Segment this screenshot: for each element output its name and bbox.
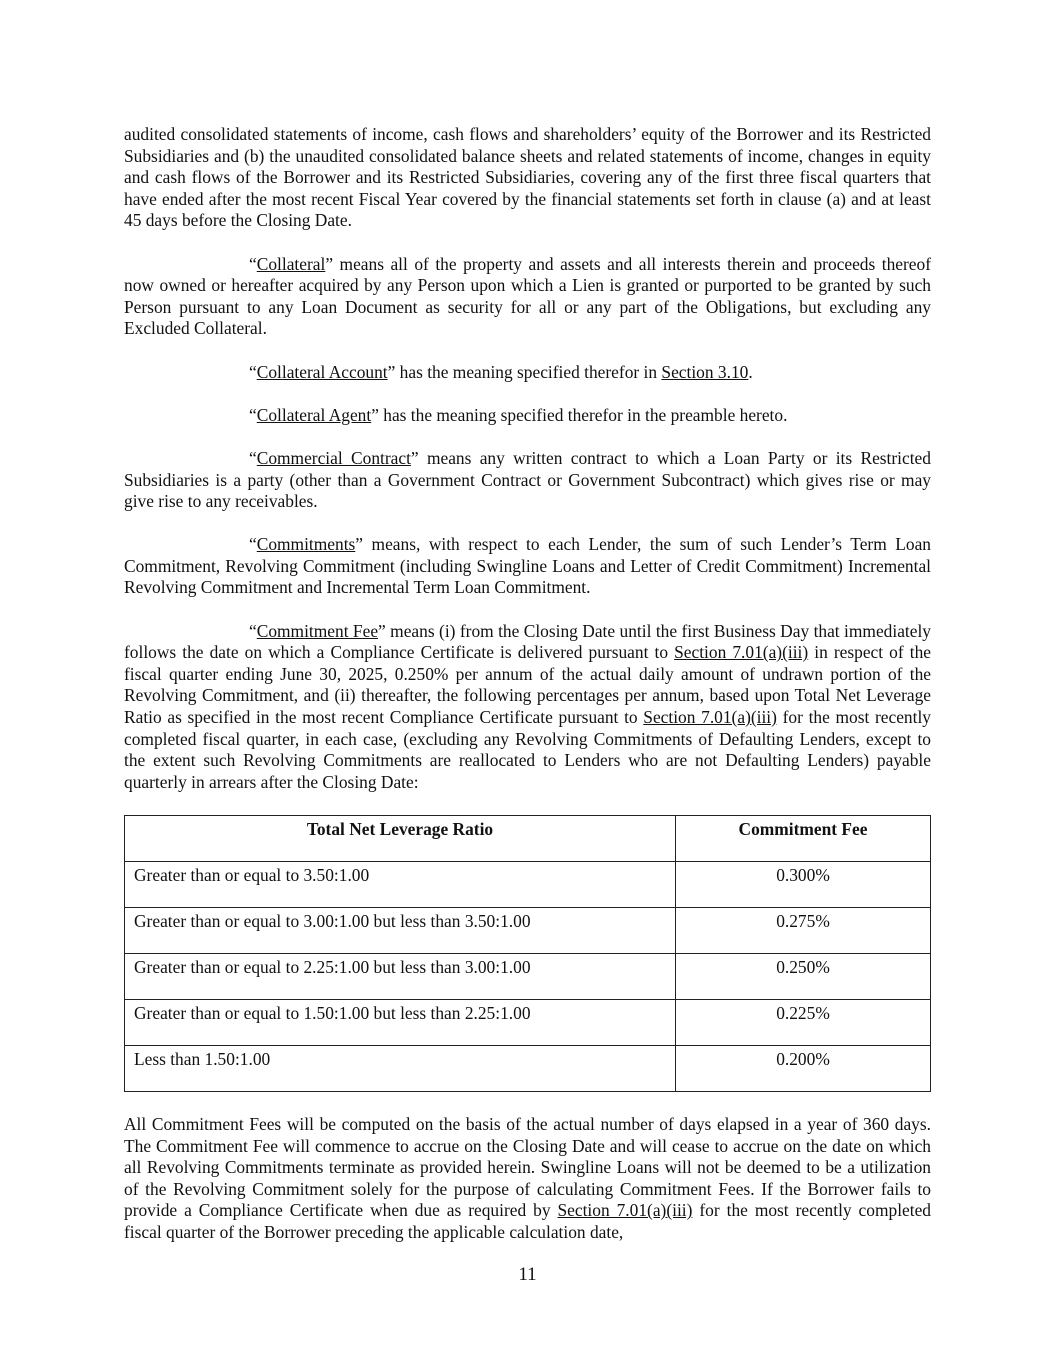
- ratio-cell: Greater than or equal to 1.50:1.00 but less than 2.25:1.00: [125, 1000, 676, 1046]
- defined-term-collateral-account: Collateral Account: [256, 361, 388, 382]
- table-header-row: [125, 816, 931, 862]
- commitment-fee-table: [124, 815, 931, 1092]
- ratio-cell: Greater than or equal to 3.00:1.00 but less than 3.50:1.00: [125, 908, 676, 954]
- fee-cell: 0.225%: [676, 1000, 931, 1046]
- intro-paragraph: audited consolidated statements of income, cash flows and shareholders’ equity of the Borrower and its Restricted Subsidiaries and (b) the unaudited consolidated balance sheets and related statements of income, changes in equity and cash flows of the Borrower and its Restricted Subsidiaries, covering any of the first three fiscal quarters that have ended after the most recent Fiscal Year covered by the financial statements set forth in clause (a) and at least 45 days before the Closing Date.: [124, 124, 931, 231]
- defined-term-commercial-contract: Commercial Contract: [256, 447, 411, 468]
- ratio-cell: Less than 1.50:1.00: [125, 1046, 676, 1092]
- definition-collateral-account: “Collateral Account” has the meaning specified therefor in Section 3.10.: [249, 361, 753, 382]
- ratio-cell: Greater than or equal to 2.25:1.00 but less than 3.00:1.00: [125, 954, 676, 1000]
- table-row: [125, 954, 931, 1000]
- section-reference: Section 7.01(a)(iii): [674, 642, 809, 663]
- defined-term-commitments: Commitments: [256, 534, 356, 555]
- definition-commercial-contract: “Commercial Contract” means any written contract to which a Loan Party or its Restricted Subsidiaries is a party (other than a Government Contract or Government Subcontract) which gives rise or may give rise to any receivables.: [124, 447, 931, 512]
- section-reference: Section 3.10: [661, 361, 749, 382]
- ratio-cell: Greater than or equal to 3.50:1.00: [125, 862, 676, 908]
- table-row: [125, 1000, 931, 1046]
- document-page: [124, 124, 931, 1244]
- definition-collateral: “Collateral” means all of the property and assets and all interests therein and proceeds thereof now owned or hereafter acquired by any Person upon which a Lien is granted or purported to be granted by such Person pursuant to any Loan Document as security for all or any part of the Obligations, but excluding any Excluded Collateral.: [124, 253, 931, 339]
- fee-cell: 0.200%: [676, 1046, 931, 1092]
- definition-collateral-agent: “Collateral Agent” has the meaning specified therefor in the preamble hereto.: [249, 404, 788, 425]
- fee-cell: 0.300%: [676, 862, 931, 908]
- column-header-ratio: Total Net Leverage Ratio: [125, 816, 676, 862]
- fee-cell: 0.250%: [676, 954, 931, 1000]
- section-reference: Section 7.01(a)(iii): [643, 707, 777, 728]
- table-row: [125, 908, 931, 954]
- table-row: [125, 1046, 931, 1092]
- defined-term-collateral-agent: Collateral Agent: [256, 404, 372, 425]
- section-reference: Section 7.01(a)(iii): [557, 1200, 693, 1221]
- column-header-fee: Commitment Fee: [676, 816, 931, 862]
- table-row: [125, 862, 931, 908]
- defined-term-collateral: Collateral: [256, 253, 326, 274]
- fee-cell: 0.275%: [676, 908, 931, 954]
- definition-commitment-fee: “Commitment Fee” means (i) from the Closing Date until the first Business Day that immediately follows the date on which a Compliance Certificate is delivered pursuant to Section 7.01(a)(iii) in respect of the fiscal quarter ending June 30, 2025, 0.250% per annum of the actual daily amount of undrawn portion of the Revolving Commitment, and (ii) thereafter, the following percentages per annum, based upon Total Net Leverage Ratio as specified in the most recent Compliance Certificate pursuant to Section 7.01(a)(iii) for the most recently completed fiscal quarter, in each case, (excluding any Revolving Commitments of Defaulting Lenders, except to the extent such Revolving Commitments are reallocated to Lenders who are not Defaulting Lenders) payable quarterly in arrears after the Closing Date:: [124, 620, 931, 792]
- page-number: 11: [518, 1264, 537, 1285]
- defined-term-commitment-fee: Commitment Fee: [256, 620, 379, 641]
- closing-paragraph: All Commitment Fees will be computed on the basis of the actual number of days elapsed in a year of 360 days. The Commitment Fee will commence to accrue on the Closing Date and will cease to accrue on the date on which all Revolving Commitments terminate as provided herein. Swingline Loans will not be deemed to be a utilization of the Revolving Commitment solely for the purpose of calculating Commitment Fees. If the Borrower fails to provide a Compliance Certificate when due as required by Section 7.01(a)(iii) for the most recently completed fiscal quarter of the Borrower preceding the applicable calculation date,: [124, 1114, 931, 1242]
- definition-commitments: “Commitments” means, with respect to each Lender, the sum of such Lender’s Term Loan Commitment, Revolving Commitment (including Swingline Loans and Letter of Credit Commitment) Incremental Revolving Commitment and Incremental Term Loan Commitment.: [124, 534, 931, 598]
